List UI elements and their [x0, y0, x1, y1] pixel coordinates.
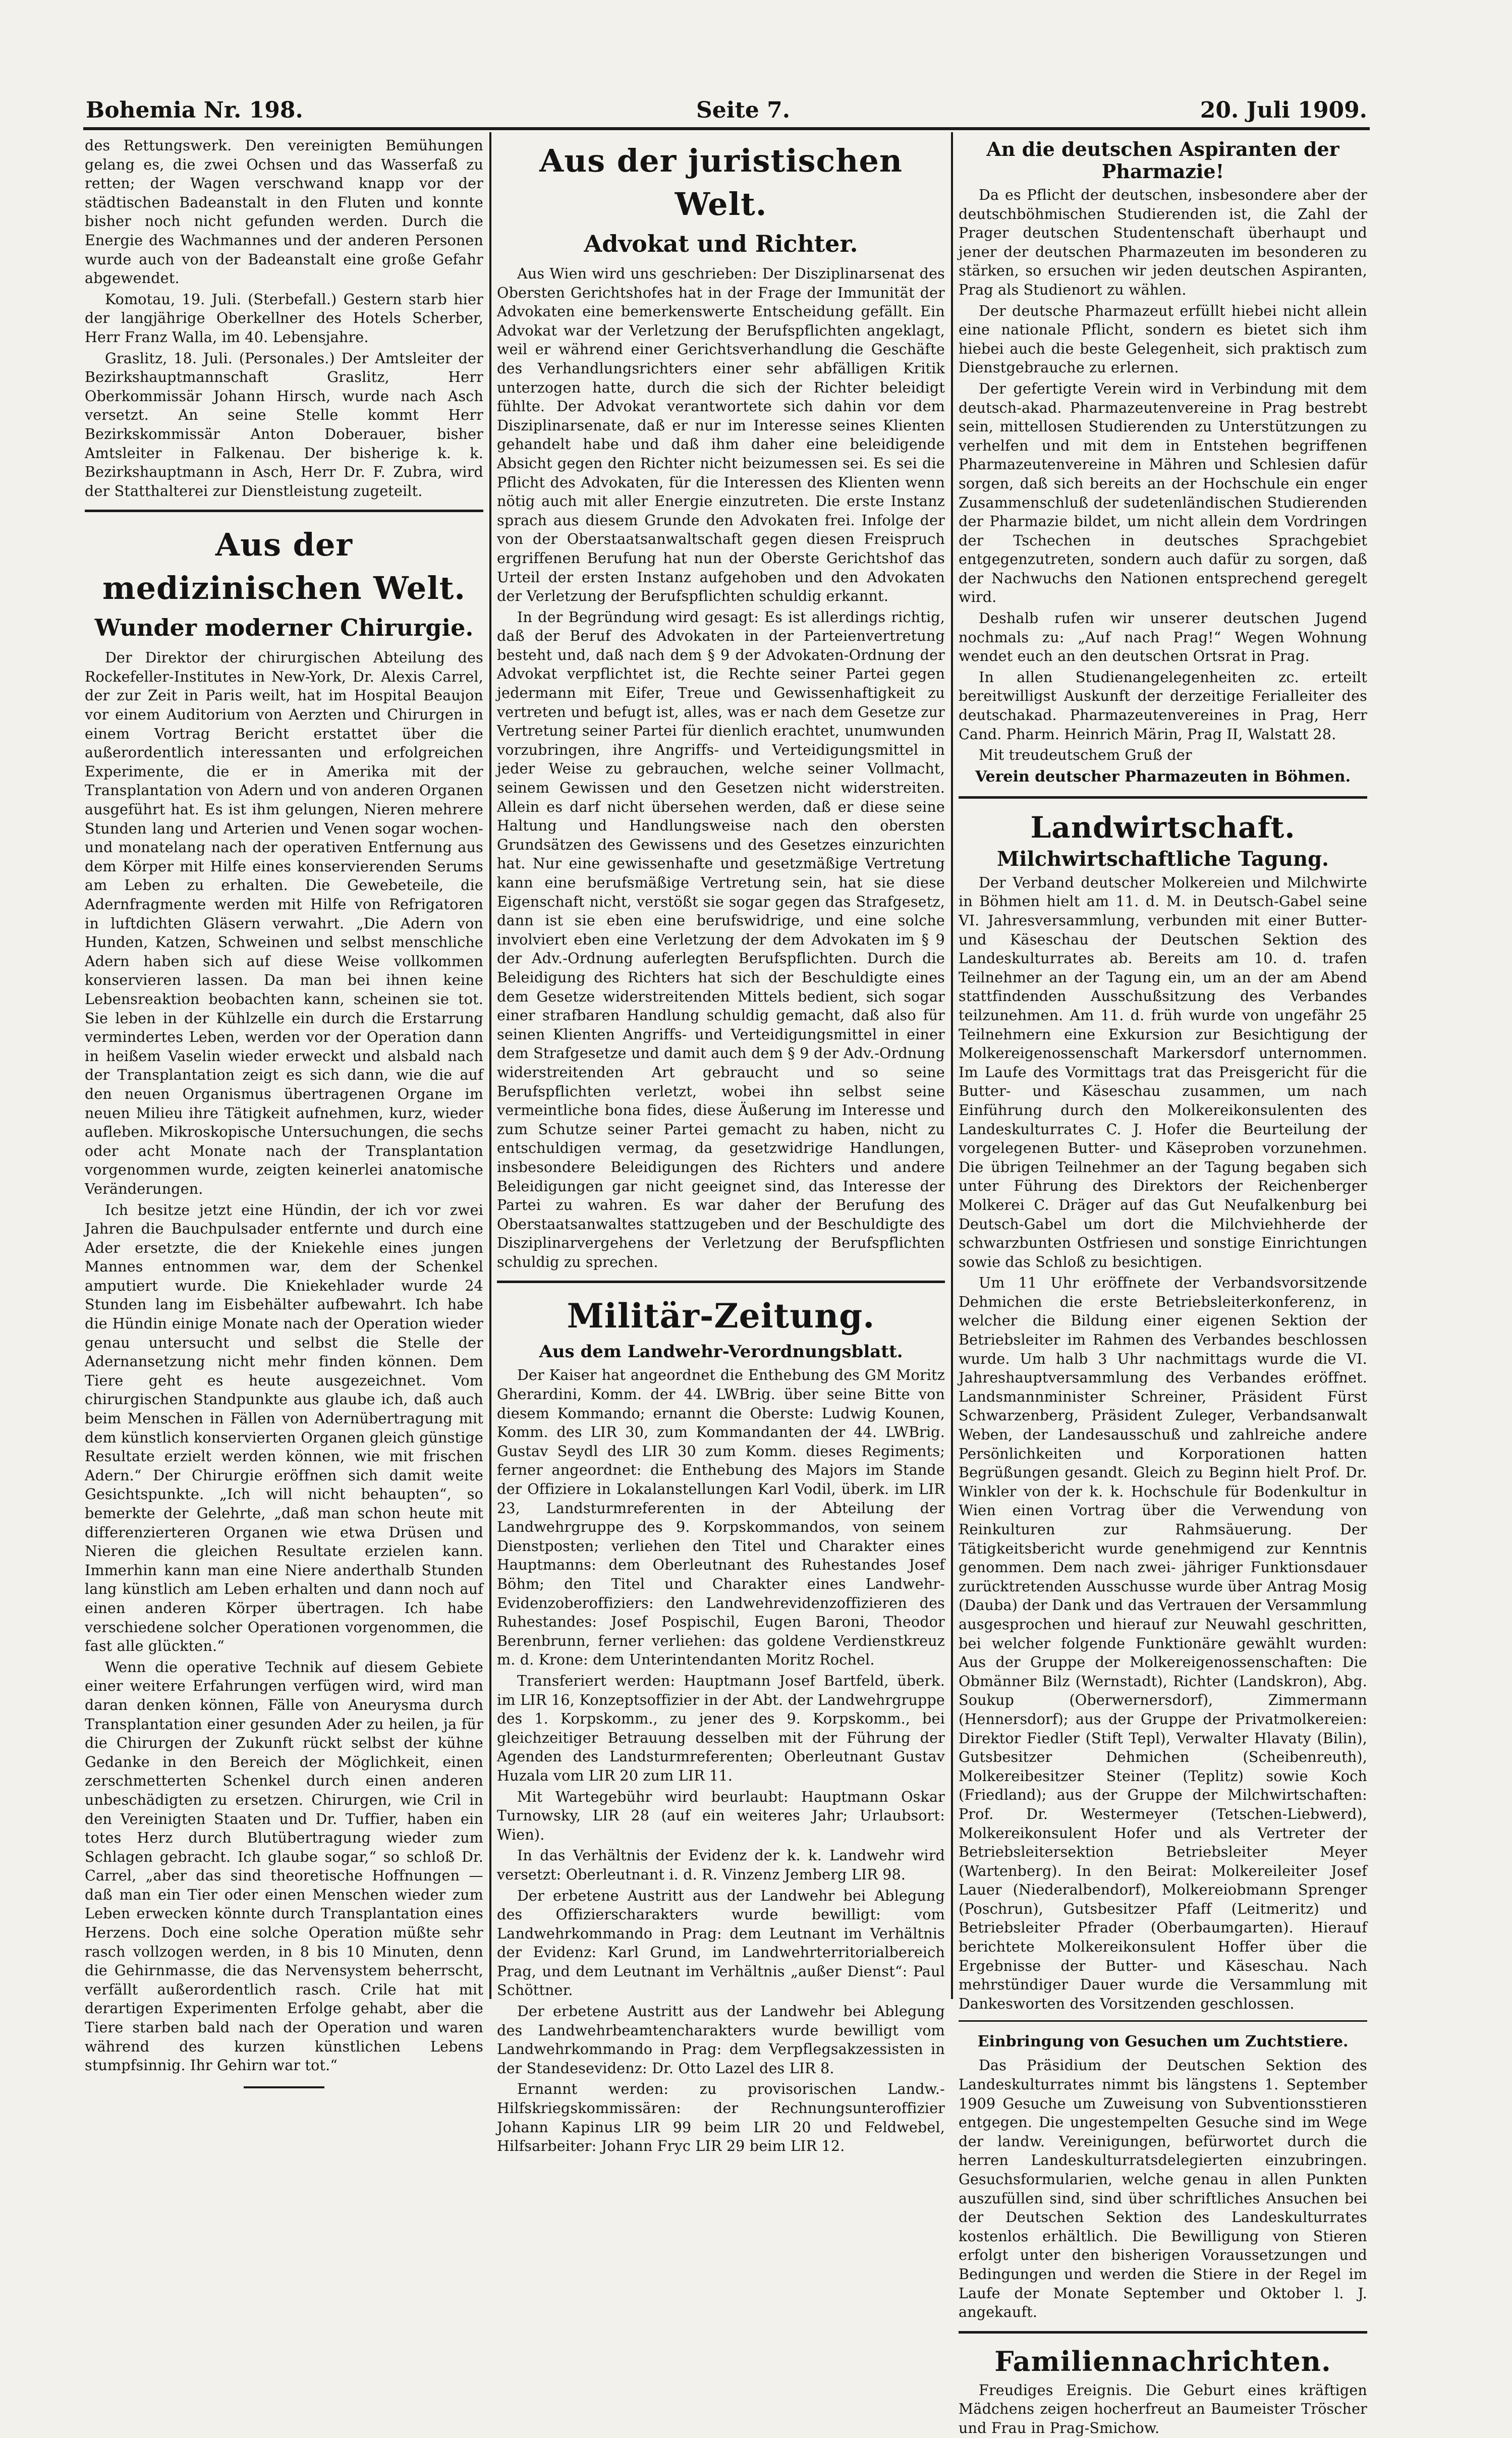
column-divider-2: [951, 132, 953, 1999]
article-paragraph: Das Präsidium der Deutschen Sektion des Landeskulturrates nimmt bis längstens 1. September 1909 Gesuche um Zuweisung von Subventionsstieren entgegen. Die ungestempelten Gesuche sind im Wege der landw. Vereinigungen, befürwortet durch die herren Landeskulturratsdelegierten einzubringen. Gesuchsformularien, welche genau in allen Punkten auszufüllen sind, sind über schriftliches Ansuchen bei der Deutschen Sektion des Landeskulturrates kostenlos erhältlich. Die Bewilligung von Stieren erfolgt unter den bisherigen Voraussetzungen und Bedingungen und werden die Stiere in der Regel im Laufe der Monate September und Oktober l. J. angekauft.: [959, 2057, 1367, 2321]
issue-date: 20. Juli 1909.: [1200, 97, 1367, 123]
section-title: Aus der medizinischen Welt.: [102, 526, 466, 607]
header-rule: [83, 127, 1370, 130]
local-news-paragraph: des Rettungswerk. Den vereinigten Bemühungen gelang es, die zwei Ochsen und das Wasserfaß zu retten; der Wagen verschwand knapp vor der städtischen Badeanstalt in den Fluten und konnte bisher noch nicht gefunden werden. Durch die Energie des Wachmannes und der anderen Personen wurde auch von der Badeanstalt eine große Gefahr abgewendet.: [85, 137, 483, 287]
page-header: [86, 93, 1367, 129]
section-rule: [959, 796, 1367, 799]
article-paragraph: Der Direktor der chirurgischen Abteilung des Rockefeller-Institutes in New-York, Dr. Alexis Carrel, der zur Zeit in Paris weilt, hat im Hospital Beaujon vor einem Auditorium von Aerzten und Chirurgen in einem Vortrag Bericht erstattet über die außerordentlich interessanten und erfolgreichen Experimente, die er in Amerika mit der Transplantation von Adern und von anderen Organen ausgeführt hat. Es ist ihm gelungen, Nieren mehrere Stunden lang und Arterien und Venen sogar wochen- und monatelang nach der operativen Entfernung aus dem Körper mit Hilfe eines konservierenden Serums am Leben zu erhalten. Die Gewebeteile, die Adernfragmente werden mit Hilfe von Refrigatoren in luftdichten Gläsern verwahrt. „Die Adern von Hunden, Katzen, Schweinen und selbst menschliche Adern haben sich auf diese Weise vollkommen konservieren lassen. Da man bei ihnen keine Lebensreaktion beobachten kann, scheinen sie tot. Sie leben in der Kühlzelle ein durch die Erstarrung vermindertes Leben, werden vor der Operation dann in heißem Vaselin wieder erweckt und alsbald nach der Transplantation zeigt es sich dann, wie die auf den neuen Organismus übertragenen Organe im neuen Milieu ihre Tätigkeit aufnehmen, kurz, wieder aufleben. Mikroskopische Untersuchungen, die sechs oder acht Monate nach der Transplantation vorgenommen wurde, zeigten keinerlei anatomische Veränderungen.: [85, 649, 483, 1197]
column-divider-1: [489, 132, 491, 1999]
military-paragraph: Mit Wartegebühr wird beurlaubt: Hauptmann Oskar Turnowsky, LIR 28 (auf ein weiteres Jahr; Urlaubsort: Wien).: [497, 1788, 945, 1843]
column-2: [497, 136, 945, 2155]
article-paragraph: Aus Wien wird uns geschrieben: Der Disziplinarsenat des Obersten Gerichtshofes hat in der Frage der Immunität der Advokaten eine bemerkenswerte Entscheidung gefällt. Ein Advokat war der Verletzung der Berufspflichten angeklagt, weil er während einer Gerichtsverhandlung die Geschäfte des Verhandlungsrichters einer sehr abfälligen Kritik unterzogen hatte, durch die sich der Richter beleidigt fühlte. Der Advokat verantwortete sich dahin vor dem Disziplinarsenate, daß er nur im Interesse seines Klienten gehandelt habe und daß ihm daher eine beleidigende Absicht gegen den Richter nicht beizumessen sei. Es sei die Pflicht des Advokaten, für die Interessen des Klienten wenn nötig auch mit aller Energie einzutreten. Die erste Instanz sprach aus diesem Grunde den Advokaten frei. Infolge der von der Oberstaatsanwaltschaft gegen diesen Freispruch ergriffenen Berufung hat nun der Oberste Gerichtshof das Urteil der ersten Instanz aufgehoben und den Advokaten der Verletzung der Berufspflichten schuldig erkannt.: [497, 265, 945, 605]
military-paragraph: Transferiert werden: Hauptmann Josef Bartfeld, überk. im LIR 16, Konzeptsoffizier in der Abt. der Landwehrgruppe des 1. Korpskomm., zu jener des 9. Korpskomm., bei gleichzeitiger Betrauung desselben mit der Führung der Agenden des Landsturmreferenten; Oberleutnant Gustav Huzala vom LIR 20 zum LIR 11.: [497, 1672, 945, 1784]
article-paragraph: Um 11 Uhr eröffnete der Verbandsvorsitzende Dehmichen die erste Betriebsleiterkonferenz, in welcher die Bildung einer eigenen Sektion der Betriebsleiter im Rahmen des Verbandes beschlossen wurde. Um halb 3 Uhr nachmittags wurde die VI. Jahreshauptversammlung des Verbandes eröffnet. Landsmannminister Schreiner, Präsident Fürst Schwarzenberg, Präsident Zuleger, Verbandsanwalt Weben, der Landesausschuß und zahlreiche andere Persönlichkeiten und Korporationen hatten Begrüßungen gesandt. Gleich zu Beginn hielt Prof. Dr. Winkler von der k. k. Hochschule für Bodenkultur in Wien einen Vortrag über die Verwendung von Reinkulturen zur Rahmsäuerung. Der Tätigkeitsbericht wurde genehmigend zur Kenntnis genommen. Dem nach zwei- jähriger Funktionsdauer zurücktretenden Ausschusse wurde über Antrag Mosig (Dauba) der Dank und das Vertrauen der Versammlung ausgesprochen und hierauf zur Neuwahl geschritten, bei welcher folgende Funktionäre gewählt wurden: Aus der Gruppe der Molkereigenossenschaften: Die Obmänner Bilz (Wernstadt), Richter (Landskron), Abg. Soukup (Oberwernersdorf), Zimmermann (Hennersdorf); aus der Gruppe der Privatmolkereien: Direktor Fiedler (Stift Tepl), Verwalter Hlavaty (Bilin), Gutsbesitzer Dehmichen (Scheibenreuth), Molkereibesitzer Steiner (Teplitz) sowie Koch (Friedland); aus der Gruppe der Milchwirtschaften: Prof. Dr. Westermeyer (Tetschen-Liebwerd), Molkereikonsulent Hofer und als Vertreter der Betriebsleitersektion Betriebsleiter Meyer (Wartenberg). In den Beirat: Molkereileiter Josef Lauer (Niederalbendorf), Molkereiobmann Sprenger (Poschrun), Gutsbesitzer Pfaff (Leitmeritz) und Betriebsleiter Pfrader (Oberbaumgarten). Hierauf berichtete Molkereikonsulent Hoffer über die Ergebnisse der Butter- und Käseschau. Nach mehrstündiger Dauer wurde die Versammlung mit Dankesworten des Vorsitzenden geschlossen.: [959, 1275, 1367, 2012]
article-paragraph: In der Begründung wird gesagt: Es ist allerdings richtig, daß der Beruf des Advokaten in der Parteienvertretung besteht und, daß nach dem § 9 der Advokaten-Ordnung der Advokat verpflichtet ist, die Rechte seiner Partei gegen jedermann mit Eifer, Treue und Gewissenhaftigkeit zu vertreten und befugt ist, alles, was er nach dem Gesetze zur Vertretung seiner Partei für dienlich erachtet, unumwunden vorzubringen, ihre Angriffs- und Verteidigungsmittel in jeder Weise zu gebrauchen, welche seiner Vollmacht, seinem Gewissen und den Gesetzen nicht widerstreiten. Allein es darf nicht übersehen werden, daß er diese seine Haltung und Handlungsweise nach den obersten Grundsätzen des Gewissens und des Gesetzes einzurichten hat. Nur eine gewissenhafte und gesetzmäßige Vertretung kann eine berufsmäßige Vertretung sein, hat sie diese Eigenschaft nicht, verstößt sie sogar gegen das Strafgesetz, dann ist sie eben eine berufswidrige, und eine solche involviert eben eine Verletzung der dem Advokaten im § 9 der Adv.-Ordnung auferlegten Berufspflichten. Durch die Beleidigung des Richters hat sich der Beschuldigte eines dem Gesetze widerstreitenden Mittels bedient, sich sogar einer strafbaren Handlung schuldig gemacht, daß also für seinen Klienten Angriffs- und Verteidigungsmittel in einer dem Strafgesetze und damit auch dem § 9 der Adv.-Ordnung widerstreitenden Art gebraucht und so seine Berufspflichten verletzt, wobei ihn selbst seine vermeintliche bona fides, diese Äußerung im Interesse und zum Schutze seiner Partei gemacht zu haben, nicht zu entschuldigen vermag, da gesetzwidrige Handlungen, insbesondere Beleidigungen des Richters und andere Beleidigungen gar nicht geeignet sind, das Interesse der Partei zu wahren. Es war daher der Berufung des Oberstaatsanwaltes stattzugeben und der Beschuldigte des Disziplinarvergehens der Verletzung der Berufspflichten schuldig zu sprechen.: [497, 608, 945, 1270]
military-paragraph: Ernannt werden: zu provisorischen Landw.-Hilfskriegskommissären: der Rechnungsunteroffizier Johann Kapinus LIR 99 beim LIR 20 und Feldwebel, Hilfsarbeiter: Johann Fryc LIR 29 beim LIR 12.: [497, 2081, 945, 2155]
local-news-paragraph: Graslitz, 18. Juli. (Personales.) Der Amtsleiter der Bezirkshauptmannschaft Graslitz, Herr Oberkommissär Johann Hirsch, wurde nach Asch versetzt. An seine Stelle kommt Herr Bezirkskommissär Anton Doberauer, bisher Amtsleiter in Falkenau. Der bisherige k. k. Bezirkshauptmann in Asch, Herr Dr. F. Zubra, wird der Statthalterei zur Dienstleistung zugeteilt.: [85, 350, 483, 500]
notice-paragraph: Da es Pflicht der deutschen, insbesondere aber der deutschböhmischen Studierenden ist, die Zahl der Prager deutschen Studentenschaft überhaupt und jener der deutschen Pharmazeuten im besonderen zu stärken, so ersuchen wir jeden deutschen Aspiranten, Prag als Studienort zu wählen.: [959, 187, 1367, 298]
article-paragraph: Der Verband deutscher Molkereien und Milchwirte in Böhmen hielt am 11. d. M. in Deutsch-Gabel seine VI. Jahresversammlung, verbunden mit einer Butter- und Käseschau der Deutschen Sektion des Landeskulturrates ab. Bereits am 10. d. trafen Teilnehmer an der Tagung ein, um an der am Abend stattfindenden Ausschußsitzung des Verbandes teilzunehmen. Am 11. d. früh wurde von ungefähr 25 Teilnehmern eine Exkursion zur Besichtigung der Molkereigenossenschaft Markersdorf unternommen. Im Laufe des Vormittags trat das Preisgericht für die Butter- und Käseschau zusammen, um nach Einführung durch den Molkereikonsulenten des Landeskulturrates C. J. Hofer die Beurteilung der vorgelegenen Butter- und Käseproben vorzunehmen. Die übrigen Teilnehmer an der Tagung begaben sich unter Führung des Direktors der Reichenberger Molkerei C. Dräger auf das Gut Neufalkenburg bei Deutsch-Gabel um dort die Milchviehherde der schwarzbunten Ostfriesen und sonstige Einrichtungen sowie das Schloß zu besichtigen.: [959, 874, 1367, 1270]
notice-paragraph: Der gefertigte Verein wird in Verbindung mit dem deutsch-akad. Pharmazeutenvereine in Prag bestrebt sein, mittellosen Studierenden zu Unterstützungen zu verhelfen und mit dem in Entstehen begriffenen Pharmazeutenvereine in Mähren und Schlesien dafür sorgen, daß sich bereits an der Hochschule ein enger Zusammenschluß der sudetenländischen Studierenden der Pharmazie bildet, um nicht allein dem Vordringen der Tschechen in deutsches Sprachgebiet entgegenzutreten, sondern auch dafür zu sorgen, daß der Nachwuchs den Nationen entsprechend geregelt wird.: [959, 380, 1367, 606]
section-rule: [85, 510, 483, 512]
local-news-paragraph: Komotau, 19. Juli. (Sterbefall.) Gestern starb hier der langjährige Oberkellner des Hotels Scherber, Herr Franz Walla, im 40. Lebensjahre.: [85, 291, 483, 346]
section-rule: [497, 1281, 945, 1283]
end-rule: [244, 2086, 324, 2088]
article-title: Advokat und Richter.: [584, 230, 858, 257]
article-title: Aus dem Landwehr-Verordnungsblatt.: [539, 1342, 903, 1362]
notice-paragraph: Mit treudeutschem Gruß der: [979, 747, 1192, 764]
column-1: [85, 136, 483, 2074]
article-paragraph: Wenn die operative Technik auf diesem Gebiete einer weitere Erfahrungen verfügen wird, wird man daran denken können, Fälle von Aneurysma durch Transplantation einer gesunden Ader zu heilen, ja für die Chirurgen der Zukunft rückt selbst der kühne Gedanke in den Bereich der Möglichkeit, einen zerschmetterten Schenkel durch einen anderen unbeschädigten zu ersetzen. Chirurgen, wie Cril in den Vereinigten Staaten und Dr. Tuffier, haben ein totes Herz durch Blutübertragung wieder zum Schlagen gebracht. Ich glaube sogar,“ so schloß Dr. Carrel, „aber das sind theoretische Hoffnungen — daß man ein Tier oder einen Menschen wieder zum Leben erwecken könnte durch Transplantation eines Herzens. Doch eine solche Operation müßte sehr rasch vollzogen werden, in 8 bis 10 Minuten, denn die Gehirnmasse, die das Nervensystem beherrscht, verfällt außerordentlich rasch. Crile hat mit derartigen Experimenten Erfolge gehabt, aber die Tiere starben bald nach der Operation und waren während des kurzen künstlichen Lebens stumpfsinnig. Ihr Gehirn war tot.“: [85, 1658, 483, 2074]
section-title: Familiennachrichten.: [994, 2345, 1331, 2377]
section-title: Aus der juristischen Welt.: [539, 142, 903, 223]
issue-number: Bohemia Nr. 198.: [86, 97, 303, 123]
military-paragraph: Der erbetene Austritt aus der Landwehr bei Ablegung des Landwehrbeamtencharakters wurde bewilligt vom Landwehrkommando in Prag: dem Verpflegsakzessisten in der Standesevidenz: Dr. Otto Lazel des LIR 8.: [497, 2003, 945, 2077]
notice-signature: Verein deutscher Pharmazeuten in Böhmen.: [975, 767, 1351, 786]
section-title: Landwirtschaft.: [1030, 810, 1296, 845]
notice-paragraph: Der deutsche Pharmazeut erfüllt hiebei nicht allein eine nationale Pflicht, sondern es bietet sich ihm hiebei auch die beste Gelegenheit, sich praktisch zum Dienstgebrauche zu erlernen.: [959, 302, 1367, 376]
military-paragraph: Der erbetene Austritt aus der Landwehr bei Ablegung des Offizierscharakters wurde bewilligt: vom Landwehrkommando in Prag: dem Leutnant im Verhältnis der Evidenz: Karl Grund, im Landwehrterritorialbereich Prag, und dem Leutnant im Verhältnis „außer Dienst“: Paul Schöttner.: [497, 1887, 945, 1999]
section-title: Militär-Zeitung.: [567, 1296, 875, 1336]
article-title: Wunder moderner Chirurgie.: [94, 614, 474, 642]
page-number: Seite 7.: [696, 97, 791, 123]
military-paragraph: Der Kaiser hat angeordnet die Enthebung des GM Moritz Gherardini, Komm. der 44. LWBrig. über seine Bitte von diesem Kommando; ernannt die Oberste: Ludwig Kounen, Komm. des LIR 30, zum Kommandanten der 44. LWBrig. Gustav Seydl des LIR 30 zum Komm. dieses Regiments; ferner angeordnet: die Enthebung des Majors im Stande der Offiziere in Lokalanstellungen Karl Vodil, überk. im LIR 23, Landsturmreferenten in der Abteilung der Landwehrgruppe des 9. Korpskommandos, von seinem Dienstposten; verliehen den Titel und Charakter eines Hauptmanns: dem Oberleutnant des Ruhestandes Josef Böhm; den Titel und Charakter eines Landwehr-Evidenzoberoffiziers: den Landwehrevidenzoffizieren des Ruhestandes: Josef Pospischil, Eugen Baroni, Theodor Berenbrunn, ferner verliehen: das goldene Verdienstkreuz m. d. Krone: dem Unterintendanten Moritz Rochel.: [497, 1367, 945, 1669]
column-3: [959, 136, 1367, 2436]
section-rule: [959, 2331, 1367, 2334]
notice-paragraph: In allen Studienangelegenheiten zc. erteilt bereitwilligst Auskunft der derzeitige Ferialleiter des deutschakad. Pharmazeutenvereines in Prag, Herr Cand. Pharm. Heinrich Märin, Prag II, Walstatt 28.: [959, 669, 1367, 743]
article-rule: [959, 2020, 1367, 2022]
article-title: Einbringung von Gesuchen um Zuchtstiere.: [977, 2033, 1349, 2051]
article-title: Milchwirtschaftliche Tagung.: [997, 847, 1329, 871]
notice-paragraph: Deshalb rufen wir unserer deutschen Jugend nochmals zu: „Auf nach Prag!“ Wegen Wohnung wendet euch an den deutschen Ortsrat in Prag.: [959, 610, 1367, 665]
family-news-paragraph: Freudiges Ereignis. Die Geburt eines kräftigen Mädchens zeigen hocherfreut an Baumeister Tröscher und Frau in Prag-Smichow.: [959, 2381, 1367, 2436]
military-paragraph: In das Verhältnis der Evidenz der k. k. Landwehr wird versetzt: Oberleutnant i. d. R. Vinzenz Jemberg LIR 98.: [497, 1847, 945, 1883]
notice-title: An die deutschen Aspiranten der Pharmazie!: [986, 138, 1339, 183]
article-paragraph: Ich besitze jetzt eine Hündin, der ich vor zwei Jahren die Bauchpulsader entfernte und durch eine Ader ersetzte, die der Kniekehle eines jungen Mannes entnommen war, dem der Schenkel amputiert wurde. Die Kniekehlader wurde 24 Stunden lang im Eisbehälter aufbewahrt. Ich habe die Hündin einige Monate nach der Operation wieder genau untersucht und selbst die Stelle der Adernansetzung nicht mehr finden können. Dem Tiere geht es heute ausgezeichnet. Vom chirurgischen Standpunkte aus glaube ich, daß auch beim Menschen in Fällen von Adernübertragung mit dem künstlich konservierten Organen gleich günstige Resultate erzielt werden können, wie mit frischen Adern.“ Der Chirurgie eröffnen sich damit weite Gesichtspunkte. „Ich will nicht behaupten“, so bemerkte der Gelehrte, „daß man schon heute mit differenzierteren Organen wie etwa Drüsen und Nieren die gleichen Resultate erzielen kann. Immerhin kann man eine Niere anderthalb Stunden lang künstlich am Leben erhalten und dann noch auf einen anderen Körper übertragen. Ich habe verschiedene solcher Operationen vorgenommen, die fast alle glückten.“: [85, 1201, 483, 1655]
